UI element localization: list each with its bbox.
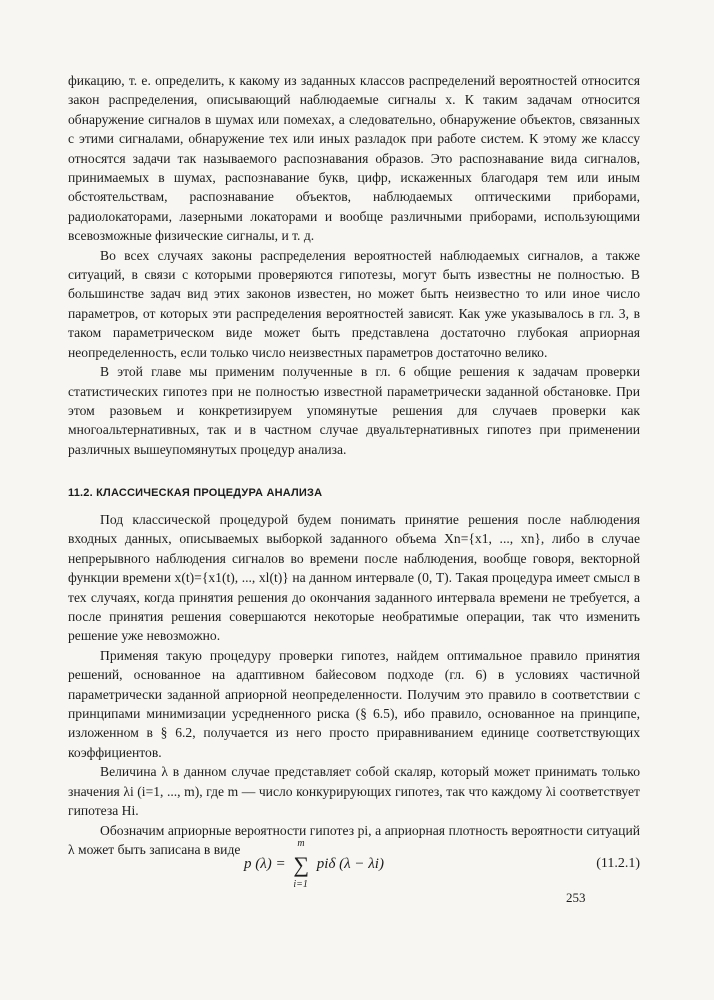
sum-upper-limit: m xyxy=(297,838,305,849)
formula-lhs: p (λ) = xyxy=(244,856,286,872)
paragraph: Под классической процедурой будем понимать принятие решения после наблюдения входных данных, описываемых выборкой заданного объема Xn={x1, ..., xn}, либо в случае непрерывного наблюдения сигналов во времени после наблюдения, вообще говоря, векторной функции времени x(t)={x1(t), ..., xl(t)} на данном интервале (0, T). Такая процедура имеет смысл в тех случаях, когда принятия решения до окончания заданного интервала времени не требуется, а после принятия решения совершаются некоторые необратимые операции, так что изменить решение уже невозможно. xyxy=(68,512,640,644)
paragraph: Во всех случаях законы распределения вероятностей наблюдаемых сигналов, а также ситуаций, в связи с которыми проверяются гипотезы, могут быть известны не полностью. В большинстве задач вид этих законов известен, но может быть неизвестно то или иное число параметров, от которых эти распределения вероятностей зависят. Как уже указывалось в гл. 3, в таком параметрическом виде может быть представлена достаточно глубокая априорная неопределенность, если только число неизвестных параметров достаточно велико. xyxy=(68,247,640,360)
formula xyxy=(244,838,384,890)
intro-text xyxy=(68,71,640,459)
summation-sign xyxy=(293,838,310,890)
sum-lower-limit: i=1 xyxy=(293,879,308,890)
paragraph: В этой главе мы применим полученные в гл. 6 общие решения к задачам проверки статистических гипотез при не полностью известной параметрически заданной обстановке. При этом разовьем и конкретизируем упомянутые решения для случаев проверки как многоальтернативных, так и в частном случае двуальтернативных гипотез при применении различных вышеупомянутых процедур анализа. xyxy=(68,364,640,457)
paragraph: фикацию, т. е. определить, к какому из заданных классов распределений вероятностей относится закон распределения, описывающий наблюдаемые сигналы x. К таким задачам относится обнаружение сигналов в шумах или помехах, а следовательно, обнаружение объектов, связанных с этими сигналами, обнаружение тех или иных разладок при работе систем. К этому же классу относятся задачи так называемого распознавания образов. Это распознавание вида сигналов, принимаемых в шумах, распознавание букв, цифр, искаженных благодаря тем или иным обстоятельствам, распознавание объектов, наблюдаемых оптическими приборами, радиолокаторами, лазерными локаторами и вообще различными приборами, использующими всевозможные физические сигналы, и т. д. xyxy=(68,73,640,244)
paragraph: Применяя такую процедуру проверки гипотез, найдем оптимальное правило принятия решений, основанное на адаптивном байесовом подходе (гл. 6) в условиях частичной параметрически заданной априорной неопределенности. Получим это правило в соответствии с принципами минимизации усредненного риска (§ 6.5), ибо правило, основанное на принципе, изложенном в § 6.2, получается из него просто приравниванием единице соответствующих коэффициентов. xyxy=(68,647,640,760)
section-heading: 11.2. КЛАССИЧЕСКАЯ ПРОЦЕДУРА АНАЛИЗА xyxy=(68,487,323,499)
formula-rhs: piδ (λ − λi) xyxy=(316,856,384,872)
paragraph: Величина λ в данном случае представляет собой скаляр, который может принимать только значения λi (i=1, ..., m), где m — число конкурирующих гипотез, так что каждому λi соответствует гипотеза Hi. xyxy=(68,764,640,819)
paragraph: Обозначим априорные вероятности гипотез pi, а априорная плотность вероятности ситуаций λ может быть записана в виде xyxy=(68,822,640,857)
sum-symbol: ∑ xyxy=(293,852,310,877)
equation-number: (11.2.1) xyxy=(596,856,640,871)
section-text xyxy=(68,510,640,859)
page-number: 253 xyxy=(566,890,586,905)
